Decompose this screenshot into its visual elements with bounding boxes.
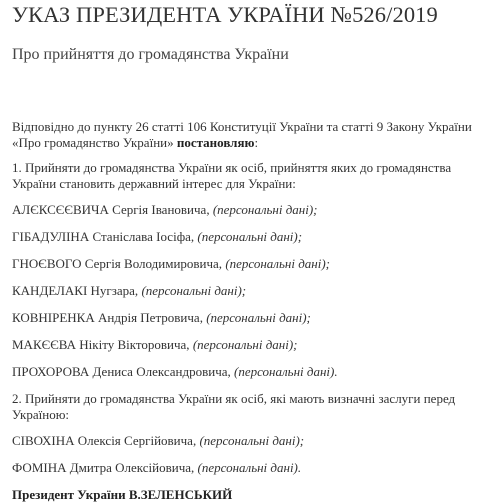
person-name: СІВОХІНА Олексія Сергійовича,: [12, 433, 200, 448]
personal-data-note: (персональні дані);: [225, 256, 330, 271]
person-entry: [12, 433, 490, 449]
personal-data-note: (персональні дані).: [197, 460, 302, 475]
personal-data-note: (персональні дані).: [234, 364, 338, 379]
person-entry: [12, 310, 490, 326]
person-entry: [12, 460, 490, 476]
section-1-text: 1. Прийняти до громадянства України як осіб, прийняття яких до громадянства України становить державний інтерес для України:: [12, 160, 452, 191]
decree-word: постановляю: [176, 134, 255, 150]
person-entry: [12, 337, 490, 353]
page-subtitle: Про прийняття до громадянства України: [12, 46, 289, 63]
signature: Президент України В.ЗЕЛЕНСЬКИЙ: [12, 487, 233, 502]
person-name: ФОМІНА Дмитра Олексійовича,: [12, 460, 198, 475]
person-name: МАКЄЄВА Нікіту Вікторовича,: [12, 337, 193, 352]
decree-body: [12, 119, 490, 503]
person-name: ПРОХОРОВА Дениса Олександровича,: [12, 364, 235, 379]
person-name: ГНОЄВОГО Сергія Володимировича,: [12, 256, 226, 271]
person-entry: [12, 256, 490, 272]
intro-text: Відповідно до пункту 26 статті 106 Конституції України та статті 9 Закону України «Про громадянство України»: [12, 119, 472, 150]
section-2-text: 2. Прийняти до громадянства України як осіб, які мають визначні заслуги перед Україною:: [12, 391, 456, 422]
person-name: ГІБАДУЛІНА Станіслава Іосіфа,: [12, 229, 198, 244]
personal-data-note: (персональні дані);: [206, 310, 311, 325]
personal-data-note: (персональні дані);: [212, 202, 318, 217]
person-entry: [12, 283, 490, 299]
personal-data-note: (персональні дані);: [199, 433, 305, 448]
personal-data-note: (персональні дані);: [141, 283, 247, 298]
intro-paragraph: [12, 119, 490, 150]
person-entry: [12, 364, 490, 380]
person-name: КАНДЕЛАКІ Нугзара,: [12, 283, 142, 298]
page-title: УКАЗ ПРЕЗИДЕНТА УКРАЇНИ №526/2019: [12, 2, 438, 27]
intro-suffix: :: [254, 134, 259, 150]
personal-data-note: (персональні дані);: [197, 229, 303, 244]
person-name: АЛЄКСЄЄВИЧА Сергія Івановича,: [12, 202, 213, 217]
person-entry: [12, 202, 490, 218]
person-entry: [12, 229, 490, 245]
personal-data-note: (персональні дані);: [192, 337, 298, 352]
person-name: КОВНІРЕНКА Андрія Петровича,: [12, 310, 207, 325]
